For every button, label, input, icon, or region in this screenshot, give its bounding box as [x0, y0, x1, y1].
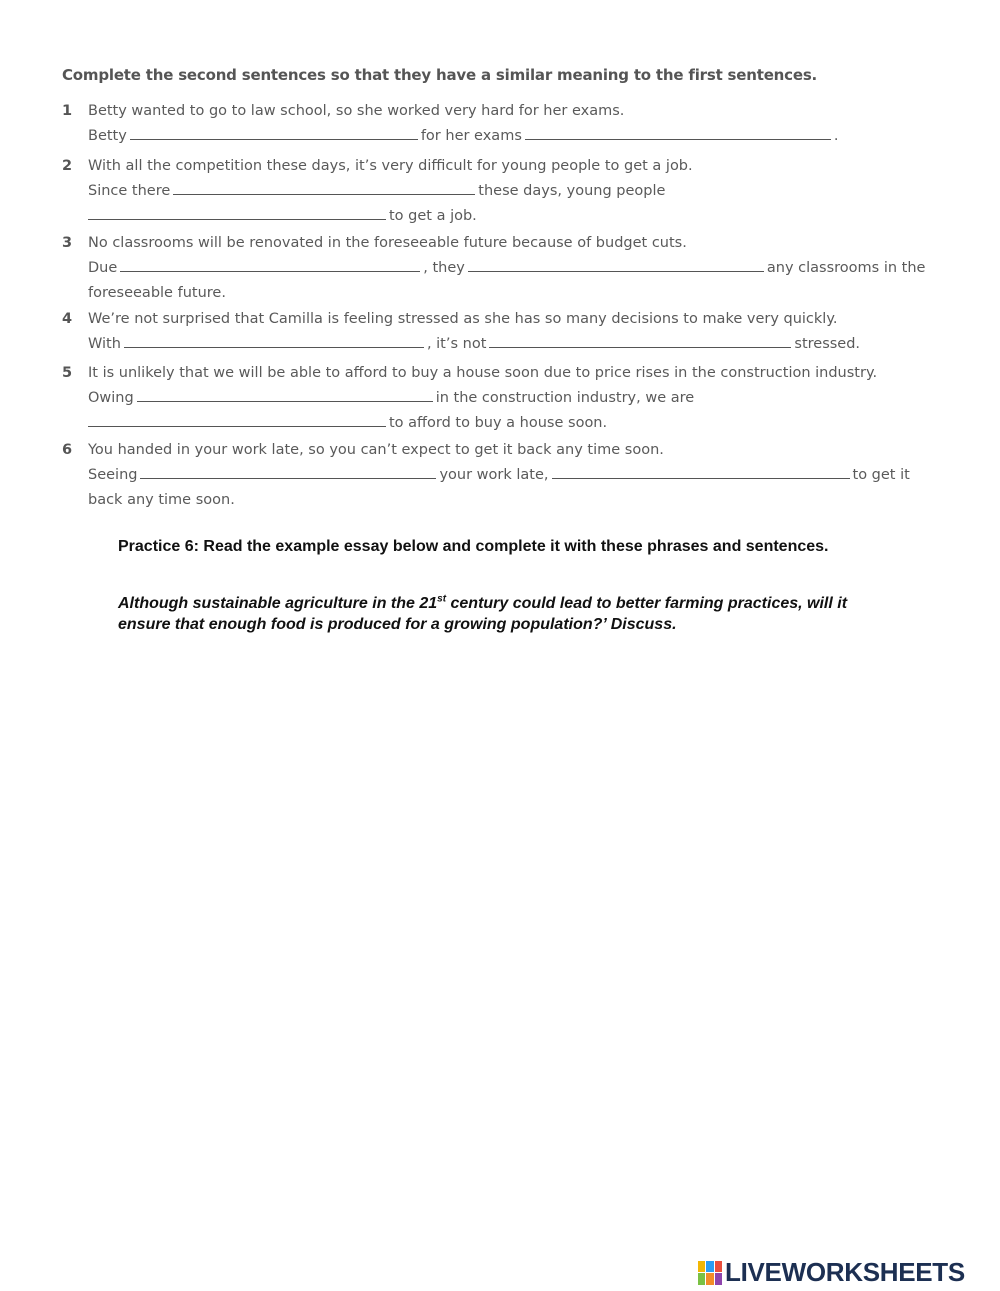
item-number: 3 — [62, 235, 73, 251]
item-number: 6 — [62, 442, 73, 458]
answer-blank[interactable] — [88, 412, 386, 427]
answer-blank[interactable] — [525, 125, 831, 140]
item-number: 1 — [62, 103, 73, 119]
answer-blank[interactable] — [173, 180, 475, 195]
item-number: 4 — [62, 311, 73, 327]
item-number: 5 — [62, 365, 73, 381]
item-answer-line: Betty for her exams . — [88, 124, 962, 149]
item-question: Betty wanted to go to law school, so she worked very hard for her exams. — [88, 103, 625, 119]
answer-blank[interactable] — [120, 257, 420, 272]
item-answer-line: back any time soon. — [88, 492, 235, 508]
exercise-item-6 — [62, 438, 962, 513]
answer-blank[interactable] — [88, 205, 386, 220]
exercise-item-1 — [62, 99, 962, 149]
answer-blank[interactable] — [130, 125, 418, 140]
exercise-item-3 — [62, 231, 962, 306]
logo-text: LIVEWORKSHEETS — [725, 1257, 965, 1287]
exercise-instruction: Complete the second sentences so that they have a similar meaning to the first sentences. — [62, 66, 818, 84]
item-question: With all the competition these days, it’s very difficult for young people to get a job. — [88, 158, 693, 174]
item-question: It is unlikely that we will be able to afford to buy a house soon due to price rises in the construction industry. — [88, 365, 878, 381]
item-number: 2 — [62, 158, 73, 174]
item-answer-line: Owing in the construction industry, we are — [88, 386, 962, 411]
logo-icon — [698, 1261, 722, 1285]
exercise-item-5 — [62, 361, 962, 436]
item-question: You handed in your work late, so you can’t expect to get it back any time soon. — [88, 442, 664, 458]
item-answer-line: foreseeable future. — [88, 285, 226, 301]
item-answer-line: Due , they any classrooms in the — [88, 256, 962, 281]
liveworksheets-logo — [698, 1257, 965, 1288]
item-answer-line: Since there these days, young people — [88, 179, 962, 204]
answer-blank[interactable] — [489, 333, 791, 348]
practice-heading: Practice 6: Read the example essay below and complete it with these phrases and sentences. — [118, 538, 829, 555]
answer-blank[interactable] — [137, 387, 433, 402]
essay-prompt: Although sustainable agriculture in the 21st century could lead to better farming practices, will it ensure that enough food is produced for a growing population?’ Discuss. — [118, 593, 848, 633]
item-answer-line: Seeing your work late, to get it — [88, 463, 962, 488]
answer-blank[interactable] — [140, 464, 436, 479]
item-question: We’re not surprised that Camilla is feeling stressed as she has so many decisions to make very quickly. — [88, 311, 838, 327]
exercise-item-4 — [62, 307, 962, 357]
answer-blank[interactable] — [468, 257, 764, 272]
answer-blank[interactable] — [124, 333, 424, 348]
item-answer-line: to afford to buy a house soon. — [88, 411, 962, 436]
item-question: No classrooms will be renovated in the foreseeable future because of budget cuts. — [88, 235, 687, 251]
exercise-item-2 — [62, 154, 962, 229]
item-answer-line: With , it’s not stressed. — [88, 332, 962, 357]
answer-blank[interactable] — [552, 464, 850, 479]
item-answer-line: to get a job. — [88, 204, 962, 229]
